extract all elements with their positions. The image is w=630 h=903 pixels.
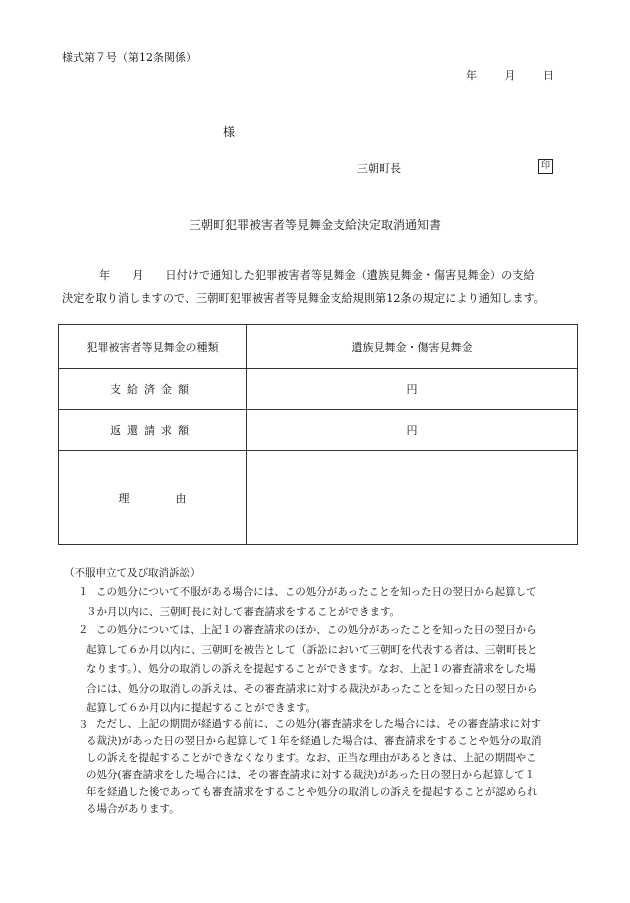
date-month-label: 月 <box>504 69 516 82</box>
details-table <box>58 324 578 545</box>
note-line: 合には、処分の取消しの訴えは、その審査請求に対する裁決があったことを知った日の翌日から <box>86 682 538 695</box>
type-value: 遺族見舞金・傷害見舞金 <box>247 325 578 369</box>
body-line-2: 決定を取り消しますので、三朝町犯罪被害者等見舞金支給規則第12条の規定により通知します。 <box>62 292 545 305</box>
note-line: の処分(審査請求をした場合には、その審査請求に対する裁決)があった日の翌日から起算して１ <box>86 769 536 781</box>
document-title: 三朝町犯罪被害者等見舞金支給決定取消通知書 <box>188 218 441 232</box>
date-year-label: 年 <box>466 69 477 82</box>
body-line-1-text: 日付けで通知した犯罪被害者等見舞金（遺族見舞金・傷害見舞金）の支給 <box>165 269 535 282</box>
seal-mark: 印 <box>538 159 553 174</box>
addressee-suffix: 様 <box>223 125 236 139</box>
note-item <box>78 621 538 719</box>
body-year-label: 年 <box>99 269 111 282</box>
paid-amount-label: 支給済金額 <box>59 369 247 410</box>
table-row <box>59 369 578 410</box>
note-line: 起算して６か月以内に、三朝町を被告として（訴訟において三朝町を代表する者は、三朝町長と <box>86 643 538 656</box>
note-item <box>78 716 542 818</box>
note-number: ２ <box>78 624 89 636</box>
paid-amount-value: 円 <box>247 369 578 410</box>
note-item <box>78 583 537 622</box>
note-number: １ <box>78 586 89 598</box>
reason-label-b: 由 <box>175 491 187 505</box>
reason-label-a: 理 <box>118 491 130 505</box>
note-line: この処分については、上記１の審査請求のほか、この処分があったことを知った日の翌日から <box>96 624 537 636</box>
note-line: ３か月以内に、三朝町長に対して審査請求をすることができます。 <box>86 605 401 618</box>
type-label: 犯罪被害者等見舞金の種類 <box>59 325 247 369</box>
body-line-1 <box>99 267 535 283</box>
body-month-label: 月 <box>132 269 144 282</box>
note-line: しの訴えを提起することができなくなります。なお、正当な理由があるときは、上記の期間やこ <box>86 752 537 764</box>
issue-date <box>466 67 554 83</box>
note-line: この処分について不服がある場合には、この処分があったことを知った日の翌日から起算して <box>96 586 537 598</box>
note-line: る裁決)があった日の翌日から起算して１年を経過した場合は、審査請求をすることや処分の取消 <box>86 735 542 747</box>
table-row <box>59 451 578 545</box>
table-row <box>59 410 578 451</box>
note-line: る場合があります。 <box>86 803 180 815</box>
note-number: ３ <box>78 719 89 731</box>
refund-amount-label: 返還請求額 <box>59 410 247 451</box>
notes-heading: （不服申立て及び取消訴訟） <box>64 567 201 579</box>
note-line: ただし、上記の期間が経過する前に、この処分(審査請求をした場合には、その審査請求に対す <box>96 718 542 730</box>
note-line: なります。）、処分の取消しの訴えを提起することができます。なお、上記１の審査請求をした場 <box>86 663 536 675</box>
refund-amount-value: 円 <box>247 410 578 451</box>
reason-value <box>247 451 578 545</box>
note-line: 年を経過した後であっても審査請求をすることや処分の取消しの訴えを提起することが認められ <box>86 786 538 798</box>
date-day-label: 日 <box>543 69 554 82</box>
issuer-name: 三朝町長 <box>357 162 401 175</box>
form-number: 様式第７号（第12条関係） <box>62 51 197 64</box>
note-line: 起算して６か月以内に提起することができます。 <box>86 702 317 714</box>
reason-label <box>59 451 247 545</box>
table-row <box>59 325 578 369</box>
